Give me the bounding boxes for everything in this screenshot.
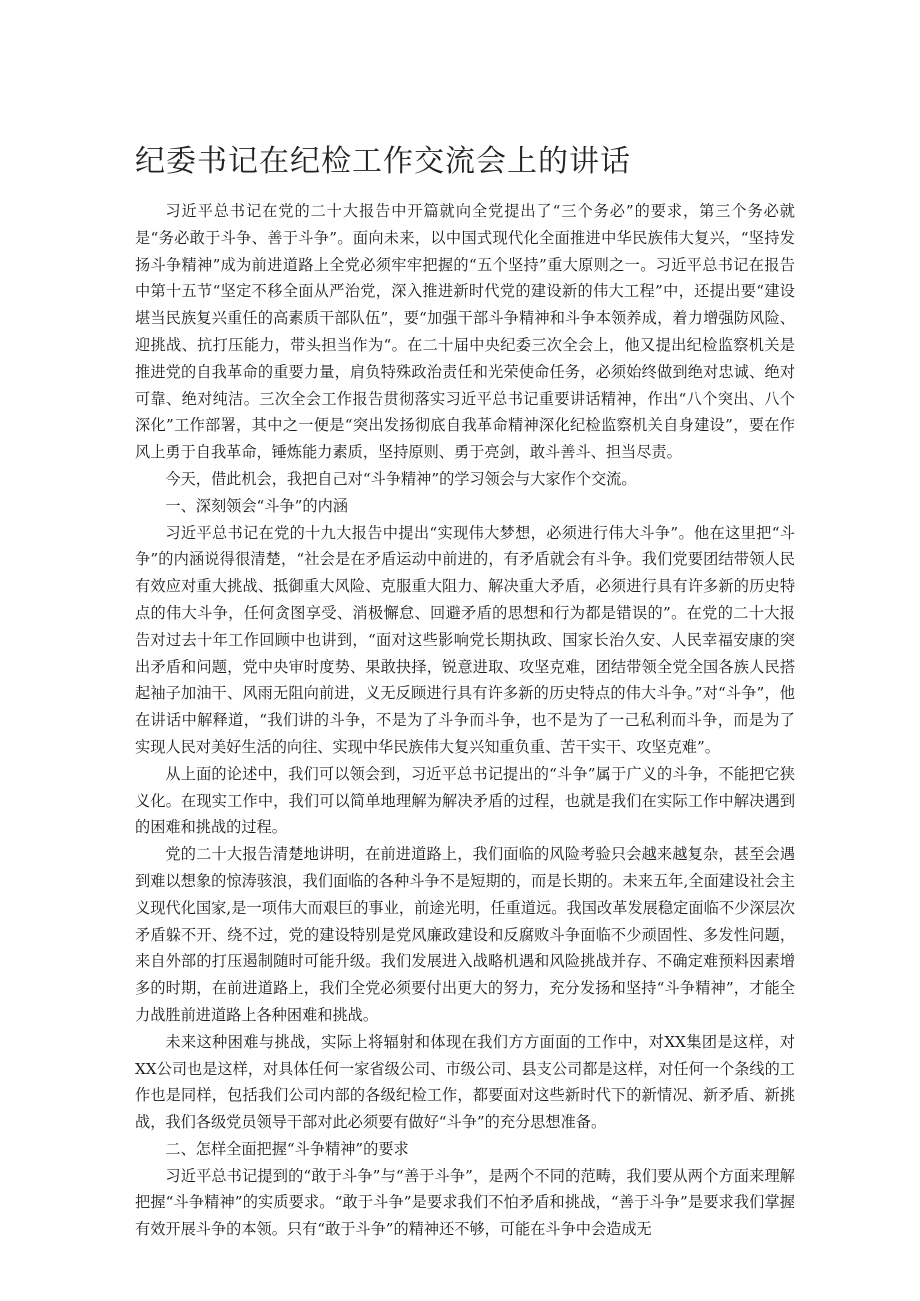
section-heading: 二、怎样全面把握“斗争精神”的要求 [165, 1139, 409, 1158]
paragraph: 习近平总书记在党的二十大报告中开篇就向全党提出了“三个务必”的要求，第三个务必就是“务必敢于斗争、善于斗争”。面向未来，以中国式现代化全面推进中华民族伟大复兴，“坚持发扬斗争精神”成为前进道路上全党必须牢牢把握的“五个坚持”重大原则之一。习近平总书记在报告中第十五节“坚定不移全面从严治党，深入推进新时代党的建设新的伟大工程”中，还提出要“建设堪当民族复兴重任的高素质干部队伍”，要“加强干部斗争精神和斗争本领养成，着力增强防风险、迎挑战、抗打压能力，带头担当作为“。在二十届中央纪委三次全会上，他又提出纪检监察机关是推进党的自我革命的重要力量，肩负特殊政治责任和光荣使命任务，必须始终做到绝对忠诚、绝对可靠、绝对纯洁。三次全会工作报告贯彻落实习近平总书记重要讲话精神，作出“八个突出、八个深化”工作部署，其中之一便是“突出发扬彻底自我革命精神深化纪检监察机关自身建设”，要在作风上勇于自我革命，锤炼能力素质，坚持原则、勇于亮剑，敢斗善斗、担当尽责。 [135, 202, 795, 462]
paragraph: 从上面的论述中，我们可以领会到，习近平总书记提出的“斗争”属于广义的斗争，不能把它狭义化。在现实工作中，我们可以简单地理解为解决矛盾的过程，也就是我们在实际工作中解决遇到的困难和挑战的过程。 [135, 764, 795, 837]
paragraph: 习近平总书记在党的十九大报告中提出“实现伟大梦想，必须进行伟大斗争”。他在这里把“斗争”的内涵说得很清楚，“社会是在矛盾运动中前进的，有矛盾就会有斗争。我们党要团结带领人民有效应对重大挑战、抵御重大风险、克服重大阻力、解决重大矛盾，必须进行具有许多新的历史特点的伟大斗争，任何贪图享受、消极懈怠、回避矛盾的思想和行为都是错误的”。在党的二十大报告对过去十年工作回顾中也讲到，“面对这些影响党长期执政、国家长治久安、人民幸福安康的突出矛盾和问题，党中央审时度势、果敢抉择，锐意进取、攻坚克难，团结带领全党全国各族人民搭起袖子加油干、风雨无阻向前进，义无反顾进行具有许多新的历史特点的伟大斗争。”对“斗争”，他在讲话中解释道，“我们讲的斗争，不是为了斗争而斗争，也不是为了一己私利而斗争，而是为了实现人民对美好生活的向往、实现中华民族伟大复兴知重负重、苦干实干、攻坚克难”。 [135, 523, 795, 756]
paragraph: 今天，借此机会，我把自己对“斗争精神”的学习领会与大家作个交流。 [165, 469, 637, 488]
paragraph: 党的二十大报告清楚地讲明，在前进道路上，我们面临的风险考验只会越来越复杂，甚至会遇到难以想象的惊涛骇浪，我们面临的各种斗争不是短期的，而是长期的。未来五年,全面建设社会主义现代化国家,是一项伟大而艰巨的事业，前途光明，任重道远。我国改革发展稳定面临不少深层次矛盾躲不开、绕不过，党的建设特别是党风廉政建设和反腐败斗争面临不少顽固性、多发性问题，来自外部的打压遏制随时可能升级。我们发展进入战略机遇和风险挑战并存、不确定难预料因素增多的时期，在前进道路上，我们全党必须要付出更大的努力，充分发扬和坚持“斗争精神”，才能全力战胜前进道路上各种困难和挑战。 [135, 845, 795, 1024]
paragraph: 习近平总书记提到的“敢于斗争”与“善于斗争”，是两个不同的范畴，我们要从两个方面来理解把握“斗争精神”的实质要求。“敢于斗争”是要求我们不怕矛盾和挑战，“善于斗争”是要求我们掌握有效开展斗争的本领。只有“敢于斗争”的精神还不够，可能在斗争中会造成无 [135, 1166, 795, 1239]
document-body [135, 198, 795, 1243]
section-heading: 一、深刻领会“斗争”的内涵 [165, 496, 348, 515]
document-title: 纪委书记在纪检工作交流会上的讲话 [135, 144, 631, 179]
paragraph: 未来这种困难与挑战，实际上将辐射和体现在我们方方面面的工作中，对XX集团是这样，对XX公司也是这样，对具体任何一家省级公司、市级公司、县支公司都是这样，对任何一个条线的工作也是同样，包括我们公司内部的各级纪检工作，都要面对这些新时代下的新情况、新矛盾、新挑战，我们各级党员领导干部对此必须要有做好“斗争”的充分思想准备。 [135, 1032, 795, 1132]
